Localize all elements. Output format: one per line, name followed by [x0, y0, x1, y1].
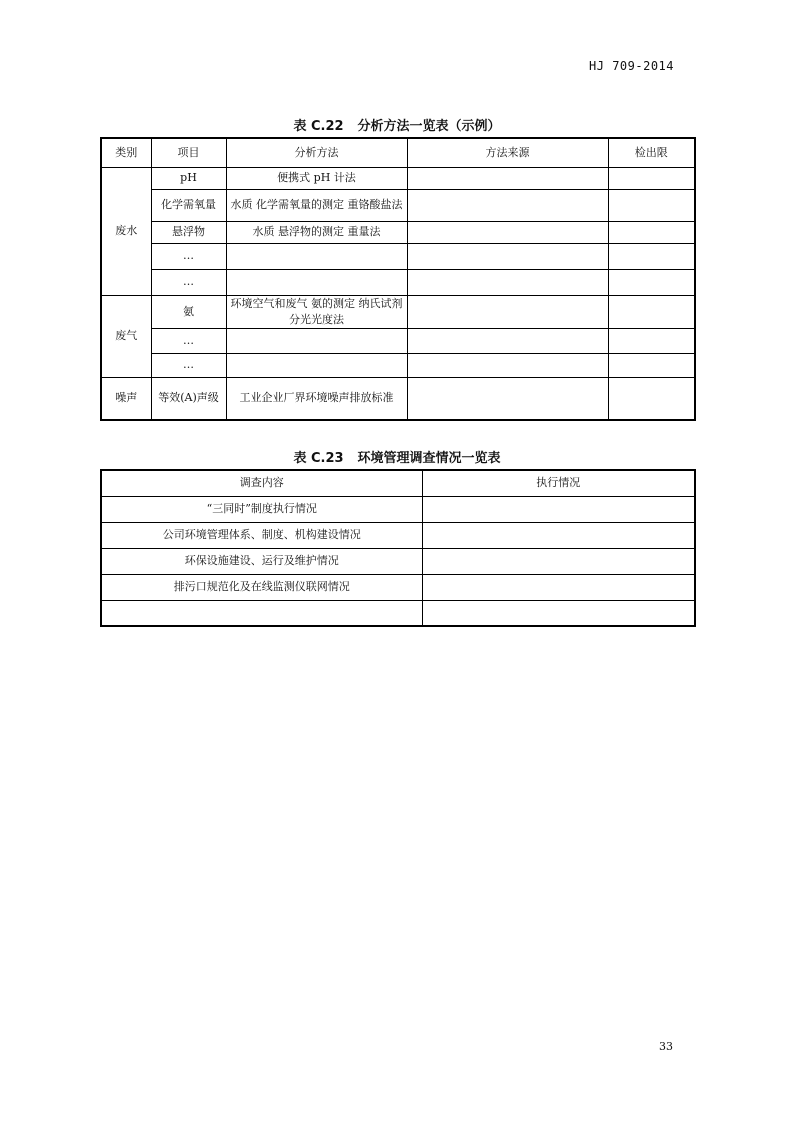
table-row	[101, 243, 695, 269]
item-cell: …	[151, 243, 226, 269]
table-row	[101, 189, 695, 221]
status-cell	[422, 600, 695, 626]
category-cell: 废气	[101, 295, 151, 377]
environmental-management-table	[100, 469, 696, 627]
detection-limit-cell	[608, 243, 695, 269]
table-row	[101, 295, 695, 328]
status-cell	[422, 522, 695, 548]
method-cell	[226, 243, 407, 269]
category-cell: 噪声	[101, 377, 151, 420]
status-cell	[422, 496, 695, 522]
table1-col-category: 类别	[101, 138, 151, 167]
table-row	[101, 353, 695, 377]
table1-caption-label: 表 C.22	[293, 119, 344, 134]
item-cell: pH	[151, 167, 226, 189]
table1-col-method: 分析方法	[226, 138, 407, 167]
status-cell	[422, 574, 695, 600]
item-cell: …	[151, 269, 226, 295]
status-cell	[422, 548, 695, 574]
method-cell: 水质 化学需氧量的测定 重铬酸盐法	[226, 189, 407, 221]
item-cell: …	[151, 353, 226, 377]
detection-limit-cell	[608, 189, 695, 221]
table-row	[101, 522, 695, 548]
method-cell	[226, 353, 407, 377]
document-code: HJ 709-2014	[589, 59, 674, 73]
page-number: 33	[659, 1040, 673, 1053]
item-cell: 等效(A)声级	[151, 377, 226, 420]
content-cell: “三同时”制度执行情况	[101, 496, 422, 522]
table-row	[101, 600, 695, 626]
category-cell: 废水	[101, 167, 151, 295]
detection-limit-cell	[608, 295, 695, 328]
table-row	[101, 548, 695, 574]
table-row	[101, 221, 695, 243]
content-cell: 环保设施建设、运行及维护情况	[101, 548, 422, 574]
source-cell	[407, 269, 608, 295]
table2-col-content: 调查内容	[101, 470, 422, 496]
item-cell: 化学需氧量	[151, 189, 226, 221]
table1-col-source: 方法来源	[407, 138, 608, 167]
item-cell: 悬浮物	[151, 221, 226, 243]
table2-caption-label: 表 C.23	[293, 451, 344, 466]
source-cell	[407, 353, 608, 377]
method-cell	[226, 328, 407, 353]
method-cell: 环境空气和废气 氨的测定 纳氏试剂分光光度法	[226, 295, 407, 328]
detection-limit-cell	[608, 221, 695, 243]
content-cell: 公司环境管理体系、制度、机构建设情况	[101, 522, 422, 548]
source-cell	[407, 189, 608, 221]
table-row	[101, 377, 695, 420]
content-cell	[101, 600, 422, 626]
table2-caption	[100, 447, 694, 466]
source-cell	[407, 328, 608, 353]
table1-caption-title: 分析方法一览表（示例）	[357, 119, 501, 134]
method-cell: 便携式 pH 计法	[226, 167, 407, 189]
table2-caption-title: 环境管理调查情况一览表	[357, 451, 501, 466]
table1-col-detection-limit: 检出限	[608, 138, 695, 167]
table1-header-row	[101, 138, 695, 167]
detection-limit-cell	[608, 328, 695, 353]
detection-limit-cell	[608, 377, 695, 420]
table2-header-row	[101, 470, 695, 496]
analysis-methods-table	[100, 137, 696, 421]
table1-col-item: 项目	[151, 138, 226, 167]
method-cell: 水质 悬浮物的测定 重量法	[226, 221, 407, 243]
source-cell	[407, 221, 608, 243]
source-cell	[407, 377, 608, 420]
source-cell	[407, 167, 608, 189]
table-row	[101, 328, 695, 353]
item-cell: 氨	[151, 295, 226, 328]
table-row	[101, 269, 695, 295]
table1-caption	[100, 115, 694, 134]
table-row	[101, 574, 695, 600]
content-cell: 排污口规范化及在线监测仪联网情况	[101, 574, 422, 600]
method-cell	[226, 269, 407, 295]
detection-limit-cell	[608, 269, 695, 295]
source-cell	[407, 243, 608, 269]
table-row	[101, 496, 695, 522]
detection-limit-cell	[608, 353, 695, 377]
item-cell: …	[151, 328, 226, 353]
method-cell: 工业企业厂界环境噪声排放标准	[226, 377, 407, 420]
table2-col-status: 执行情况	[422, 470, 695, 496]
source-cell	[407, 295, 608, 328]
table-row	[101, 167, 695, 189]
detection-limit-cell	[608, 167, 695, 189]
